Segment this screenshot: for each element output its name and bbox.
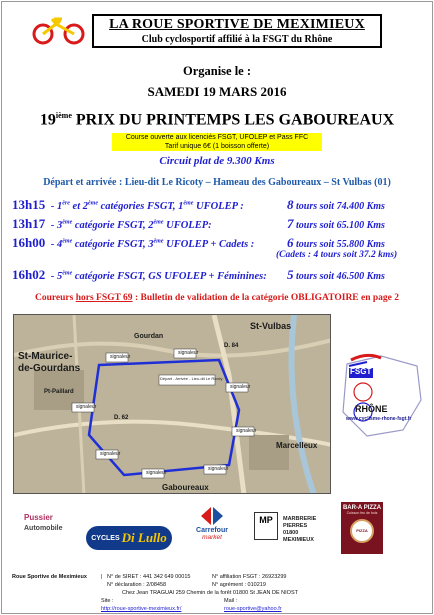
sponsor-marbrerie: MP MARBRERIE PIERRES 01800 MEXIMIEUX — [254, 512, 330, 552]
footer-site-link[interactable]: http://roue-sportive-meximieux.fr/ — [101, 606, 182, 612]
fsgt-acronym: FSGT — [350, 367, 372, 376]
race-laps: 8 tours soit 74.400 Kms — [287, 197, 385, 212]
map-place-label: Gourdan — [134, 333, 164, 340]
event-date: SAMEDI 19 MARS 2016 — [147, 84, 287, 99]
fsgt-url: www.cyclisme-rhone-fsgt.fr — [346, 416, 412, 422]
footer-address: Chez Jean TRAGUAI 259 Chemin de la forêt 01800 St JEAN DE NIOST — [122, 590, 298, 596]
cadets-note: (Cadets : 4 tours soit 37.2 kms) — [276, 250, 398, 260]
map-place-label: St-Maurice- — [18, 351, 73, 362]
footer-col-left: N° de SIRET : 441 342 649 00015 N° déclaration : 2/08458 — [107, 574, 191, 588]
map-place-label: Marcelleux — [276, 441, 318, 450]
map-signal-label: signaleur — [146, 470, 167, 476]
footer-separator: | — [101, 574, 103, 580]
title-number: 19 — [39, 111, 56, 129]
sponsor-carrefour: Carrefour market — [184, 505, 240, 553]
warning-underlined: hors FSGT 69 — [75, 293, 133, 303]
intro-line-2: Tarif unique 6€ (1 boisson offerte) — [164, 143, 270, 150]
map-signal-label: signaleur — [110, 354, 131, 360]
title-text: PRIX DU PRINTEMPS LES GABOUREAUX — [71, 111, 395, 129]
map-signal-label: signaleur — [208, 466, 229, 472]
footer-site: Site : http://roue-sportive-meximieux.fr/ — [101, 598, 182, 612]
map-place-label: Pt-Paillard — [44, 389, 74, 395]
map-signal-label: signaleur — [76, 404, 97, 410]
map-place-label: de-Gourdans — [18, 363, 81, 374]
map-road-label: D. 62 — [114, 415, 129, 421]
map-signal-label: signaleur — [100, 451, 121, 457]
race-laps: 5 tours soit 46.500 Kms — [287, 267, 385, 282]
race-laps: 6 tours soit 55.800 Kms — [287, 235, 385, 250]
club-subtitle: Club cyclosportif affilié à la FSGT du Rhône — [141, 34, 333, 45]
sponsor-cycles-di-lullo: CYCLES Di Lullo — [86, 526, 172, 550]
map-signal-label: signaleur — [178, 350, 199, 356]
map-start-label: Départ - Arrivée - Lieu-dit Le Ricoty — [160, 376, 223, 381]
race-row — [12, 196, 424, 214]
footer-col-right: N° affiliation FSGT : 26923299 N° agrément : 010219 — [212, 574, 287, 588]
event-title — [0, 107, 434, 129]
fsgt-region: RHÔNE — [355, 404, 388, 414]
carrefour-logo-icon — [199, 505, 225, 527]
race-row — [12, 215, 424, 233]
map-place-label: St-Vulbas — [250, 321, 292, 331]
race-time: 13h15 — [12, 197, 46, 212]
club-logo — [30, 16, 88, 46]
race-category: - 4ème catégorie FSGT, 3ème UFOLEP + Cadets : — [48, 238, 255, 250]
sponsor-pussier: Pussier Automobile — [24, 513, 63, 532]
intro-box — [112, 133, 322, 151]
map-signal-label: signaleur — [236, 428, 257, 434]
race-time: 16h00 — [12, 235, 46, 250]
title-sup: ième — [55, 111, 72, 120]
footer-mail-link[interactable]: roue-sportive@yahoo.fr — [224, 606, 282, 612]
organise-label: Organise le : — [182, 64, 252, 78]
race-time: 13h17 — [12, 216, 46, 231]
warning-text: Coureurs hors FSGT 69 : Bulletin de validation de la catégorie OBLIGATOIRE en page 2 — [34, 293, 400, 303]
sponsor-bala-pizza: BAR-A PIZZA Cuisson feu de bois PIZZA — [341, 502, 383, 554]
depart-text: Départ et arrivée : Lieu-dit Le Ricoty – Hameau des Gaboureaux – St Vulbas (01) — [43, 177, 391, 188]
circuit-map — [13, 314, 331, 494]
footer-club-name: Roue Sportive de Meximieux — [12, 574, 87, 580]
map-place-label: Gaboureaux — [162, 483, 209, 492]
race-time: 16h02 — [12, 267, 46, 282]
race-category: - 3ème catégorie FSGT, 2ème UFOLEP: — [48, 219, 212, 231]
map-road-label: D. 84 — [224, 343, 239, 349]
circuit-text: Circuit plat de 9.300 Kms — [159, 155, 275, 167]
race-category: - 1ère et 2ème catégories FSGT, 1ème UFOLEP : — [48, 200, 244, 212]
footer-mail: Mail : roue-sportive@yahoo.fr — [224, 598, 282, 612]
race-row — [12, 266, 424, 284]
map-signal-label: signaleur — [230, 384, 251, 390]
intro-line-1: Course ouverte aux licenciés FSGT, UFOLEP et Pass FFC — [125, 134, 309, 141]
fsgt-logo — [337, 352, 425, 442]
club-name: LA ROUE SPORTIVE DE MEXIMIEUX — [109, 17, 365, 32]
race-category: - 5ème catégorie FSGT, GS UFOLEP + Féminines: — [48, 270, 267, 282]
race-laps: 7 tours soit 65.100 Kms — [287, 216, 385, 231]
club-header-box — [92, 14, 382, 48]
map-graphic — [14, 315, 331, 494]
